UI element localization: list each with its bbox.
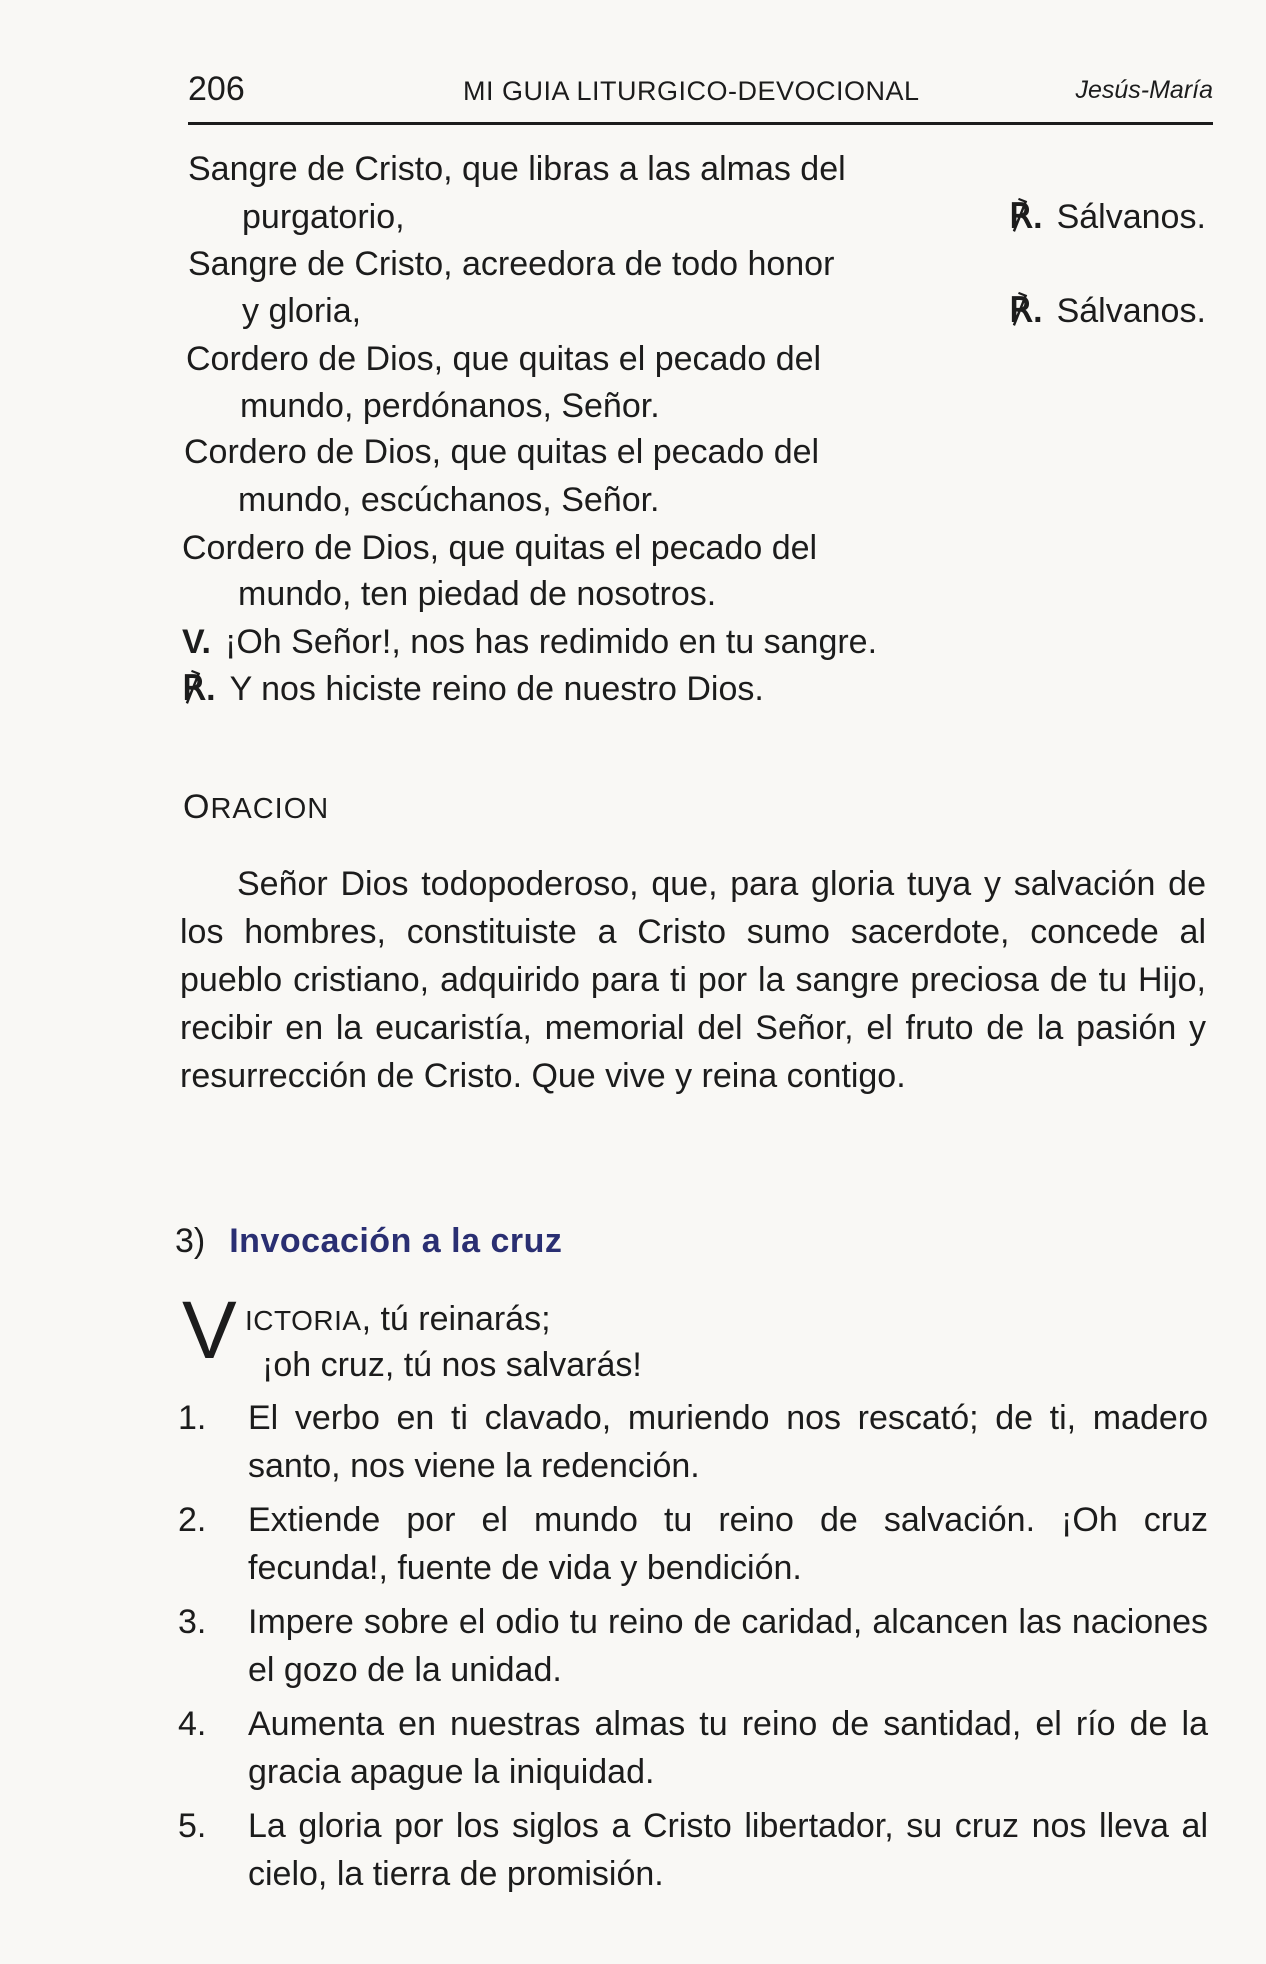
litany-response [1009,294,1206,328]
response-symbol: ℟. [182,670,216,708]
running-title: MI GUIA LITURGICO-DEVOCIONAL [463,76,920,106]
page-number: 206 [188,70,245,108]
running-header [188,70,1213,125]
stanza-text: Aumenta en nuestras almas tu reino de santidad, el río de la gracia apague la iniquidad. [248,1705,1208,1791]
litany-line: Sangre de Cristo, que libras a las almas del [188,150,846,188]
response-text: Y nos hiciste reino de nuestro Dios. [229,670,764,708]
refrain-line-2: ¡oh cruz, tú nos salvarás! [262,1346,642,1384]
stanza [178,1700,1208,1796]
stanza [178,1802,1208,1898]
stanza-number: 3. [178,1603,207,1641]
litany-line: Cordero de Dios, que quitas el pecado del [186,340,822,378]
litany-response [1009,200,1206,234]
section-number: 3) [175,1222,206,1260]
oracion-text: Señor Dios todopoderoso, que, para gloria tuya y salvación de los hombres, constituiste a Cristo sumo sacerdote, concede al pueblo cristiano, adquirido para ti por la sangre preciosa de tu Hijo, recibir en la eucaristía, memorial del Señor, el fruto de la pasión y resurrección de Cristo. Que vive y reina contigo. [180,865,1206,1095]
stanza-text: Impere sobre el odio tu reino de caridad, alcancen las naciones el gozo de la unidad. [248,1603,1208,1689]
stanza-text: Extiende por el mundo tu reino de salvación. ¡Oh cruz fecunda!, fuente de vida y bendición. [248,1501,1208,1587]
stanza [178,1394,1208,1490]
response-symbol: ℟. [1009,292,1043,330]
stanza-text: El verbo en ti clavado, muriendo nos rescató; de ti, madero santo, nos viene la redención. [248,1399,1208,1485]
oracion-label: ORACION [183,788,330,826]
section-heading [175,1222,562,1261]
drop-cap: V [182,1285,237,1376]
litany-line: Sangre de Cristo, acreedora de todo honor [188,245,835,283]
response [182,672,764,706]
litany-line: purgatorio, [242,198,405,236]
stanza-number: 5. [178,1807,207,1845]
versicle-text: ¡Oh Señor!, nos has redimido en tu sangre. [225,623,878,661]
stanza-number: 2. [178,1501,207,1539]
response-text: Sálvanos. [1056,198,1206,236]
response-text: Sálvanos. [1056,292,1206,330]
versicle [182,625,877,659]
response-symbol: ℟. [1009,198,1043,236]
stanza-text: La gloria por los siglos a Cristo libertador, su cruz nos lleva al cielo, la tierra de promisión. [248,1807,1208,1893]
litany-line: Cordero de Dios, que quitas el pecado del [184,433,820,471]
litany-line: Cordero de Dios, que quitas el pecado del [182,529,818,567]
litany-line: mundo, escúchanos, Señor. [238,481,660,519]
stanza [178,1598,1208,1694]
litany-line: y gloria, [242,292,362,330]
litany-line: mundo, ten piedad de nosotros. [238,575,717,613]
litany-line: mundo, perdónanos, Señor. [240,387,660,425]
versicle-symbol: V. [182,623,212,661]
publisher-name: Jesús-María [1075,76,1213,104]
stanza-number: 1. [178,1399,207,1437]
section-title: Invocación a la cruz [229,1222,563,1260]
stanza-number: 4. [178,1705,207,1743]
refrain-line-1: ICTORIA, tú reinarás; [245,1300,551,1338]
stanza [178,1496,1208,1592]
